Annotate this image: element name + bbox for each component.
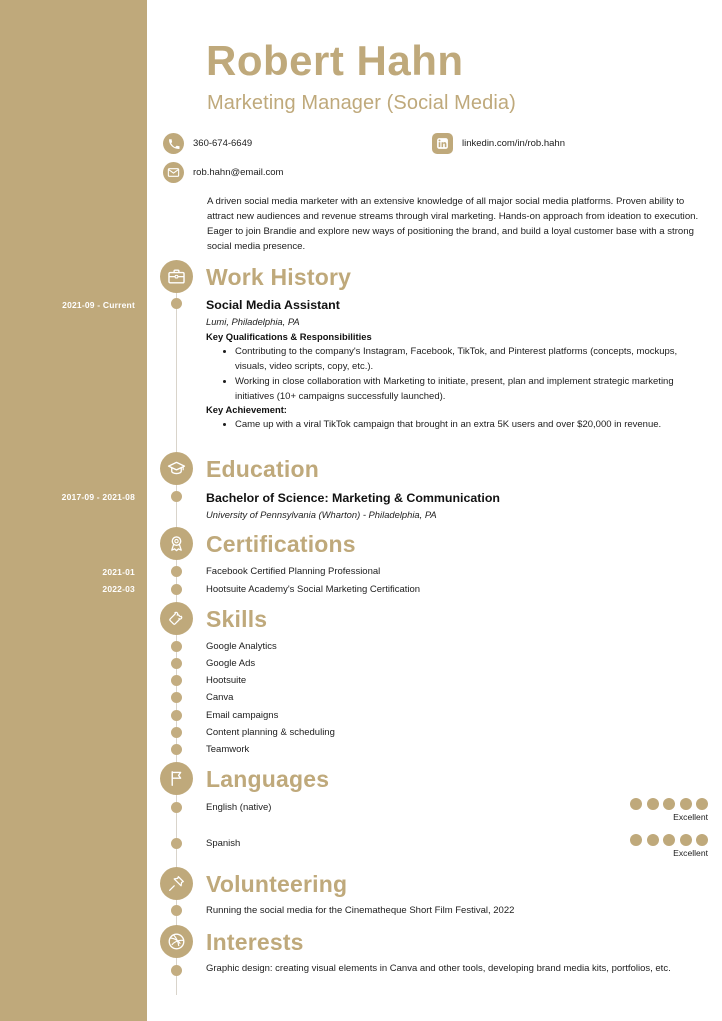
education-school: University of Pennsylvania (Wharton) - Philadelphia, PA: [206, 509, 437, 520]
certification-item: Hootsuite Academy's Social Marketing Certification: [206, 584, 421, 595]
contact-phone[interactable]: [163, 133, 252, 154]
rating-pip: [630, 798, 642, 810]
timeline-dot-language-1: [171, 802, 182, 813]
rating-level-label: Excellent: [673, 812, 708, 822]
timeline-dot-skill: [171, 710, 182, 721]
rating-pip: [663, 798, 675, 810]
timeline-dot-skill: [171, 744, 182, 755]
timeline-dot-interests: [171, 965, 182, 976]
skill-item: Google Ads: [206, 658, 256, 669]
candidate-job-title: Marketing Manager (Social Media): [207, 92, 516, 114]
section-heading-interests: Interests: [206, 929, 304, 955]
timeline-dot-cert-2: [171, 584, 182, 595]
qualifications-list: [221, 345, 691, 406]
phone-icon: [163, 133, 184, 154]
certification-item: Facebook Certified Planning Professional: [206, 566, 381, 577]
email-text: rob.hahn@email.com: [193, 167, 284, 178]
pushpin-icon: [160, 867, 193, 900]
section-heading-certifications: Certifications: [206, 531, 356, 557]
volunteering-item: Running the social media for the Cinematheque Short Film Festival, 2022: [206, 905, 515, 916]
skill-item: Email campaigns: [206, 710, 279, 721]
rating-pip: [680, 798, 692, 810]
date-cert-1: 2021-01: [102, 567, 135, 577]
rating-pip: [680, 834, 692, 846]
section-heading-languages: Languages: [206, 766, 330, 792]
rating-level-label: Excellent: [673, 848, 708, 858]
phone-text: 360-674-6649: [193, 138, 253, 149]
contact-linkedin[interactable]: [432, 133, 565, 154]
qualifications-heading: Key Qualifications & Responsibilities: [206, 331, 372, 342]
skill-item: Teamwork: [206, 744, 250, 755]
timeline-dot-education: [171, 491, 182, 502]
rating-pips: [630, 798, 708, 810]
skill-item: Google Analytics: [206, 641, 277, 652]
skill-item: Content planning & scheduling: [206, 727, 335, 738]
section-heading-education: Education: [206, 456, 319, 482]
rating-pip: [630, 834, 642, 846]
linkedin-text: linkedin.com/in/rob.hahn: [462, 138, 565, 149]
skill-item: Hootsuite: [206, 675, 247, 686]
briefcase-icon: [160, 260, 193, 293]
language-name: Spanish: [206, 838, 241, 849]
timeline-dot-skill: [171, 658, 182, 669]
timeline-dot-cert-1: [171, 566, 182, 577]
timeline-dot-work: [171, 298, 182, 309]
sidebar-date-column: [0, 0, 147, 1021]
timeline-dot-volunteering: [171, 905, 182, 916]
skill-item: Canva: [206, 692, 234, 703]
section-heading-skills: Skills: [206, 606, 268, 632]
rating-pip: [647, 834, 659, 846]
flag-icon: [160, 762, 193, 795]
dribbble-ball-icon: [160, 925, 193, 958]
timeline-dot-skill: [171, 692, 182, 703]
timeline-dot-language-2: [171, 838, 182, 849]
candidate-name: Robert Hahn: [206, 37, 464, 84]
contact-email[interactable]: [163, 162, 283, 183]
list-item: • Came up with a viral TikTok campaign that brought in an extra 5K users and over $20,000 in revenue.: [235, 418, 691, 433]
date-cert-2: 2022-03: [102, 584, 135, 594]
puzzle-piece-icon: [160, 602, 193, 635]
timeline-dot-skill: [171, 641, 182, 652]
language-rating-2: [630, 834, 708, 858]
rating-pip: [647, 798, 659, 810]
section-heading-work: Work History: [206, 264, 352, 290]
list-item: • Working in close collaboration with Marketing to initiate, present, plan and implement strategic marketing initiatives (10+ campaigns successfully launched).: [235, 375, 691, 404]
timeline-dot-skill: [171, 727, 182, 738]
job-employer: Lumi, Philadelphia, PA: [206, 316, 300, 327]
graduation-cap-icon: [160, 452, 193, 485]
envelope-icon: [163, 162, 184, 183]
resume-main-column: [147, 0, 722, 1021]
language-rating-1: [630, 798, 708, 822]
language-name: English (native): [206, 802, 272, 813]
rating-pip: [663, 834, 675, 846]
timeline-dot-skill: [171, 675, 182, 686]
date-education: 2017-09 - 2021-08: [61, 492, 135, 502]
interests-item: Graphic design: creating visual elements in Canva and other tools, developing brand media kits, portfolios, etc.: [206, 963, 671, 974]
award-ribbon-icon: [160, 527, 193, 560]
job-position: Social Media Assistant: [206, 298, 340, 312]
education-degree: Bachelor of Science: Marketing & Communication: [206, 491, 500, 505]
rating-pip: [696, 834, 708, 846]
list-item: • Contributing to the company's Instagram, Facebook, TikTok, and Pinterest platforms (concepts, mockups, visuals, video scripts, copy, etc.).: [235, 345, 691, 374]
achievements-list: [221, 418, 691, 434]
section-heading-volunteering: Volunteering: [206, 871, 348, 897]
professional-summary: A driven social media marketer with an extensive knowledge of all major social media platforms. Proven ability to attract new audiences and revenue streams through viral marketing. Hands-on approach from ideation to execution. Eager to join Brandie and explore new ways of positioning the brand, and build a loyal customer base with a strong social media presence.: [207, 196, 699, 253]
date-work: 2021-09 - Current: [62, 300, 135, 310]
achievement-heading: Key Achievement:: [206, 404, 287, 415]
linkedin-icon: [432, 133, 453, 154]
rating-pip: [696, 798, 708, 810]
rating-pips: [630, 834, 708, 846]
